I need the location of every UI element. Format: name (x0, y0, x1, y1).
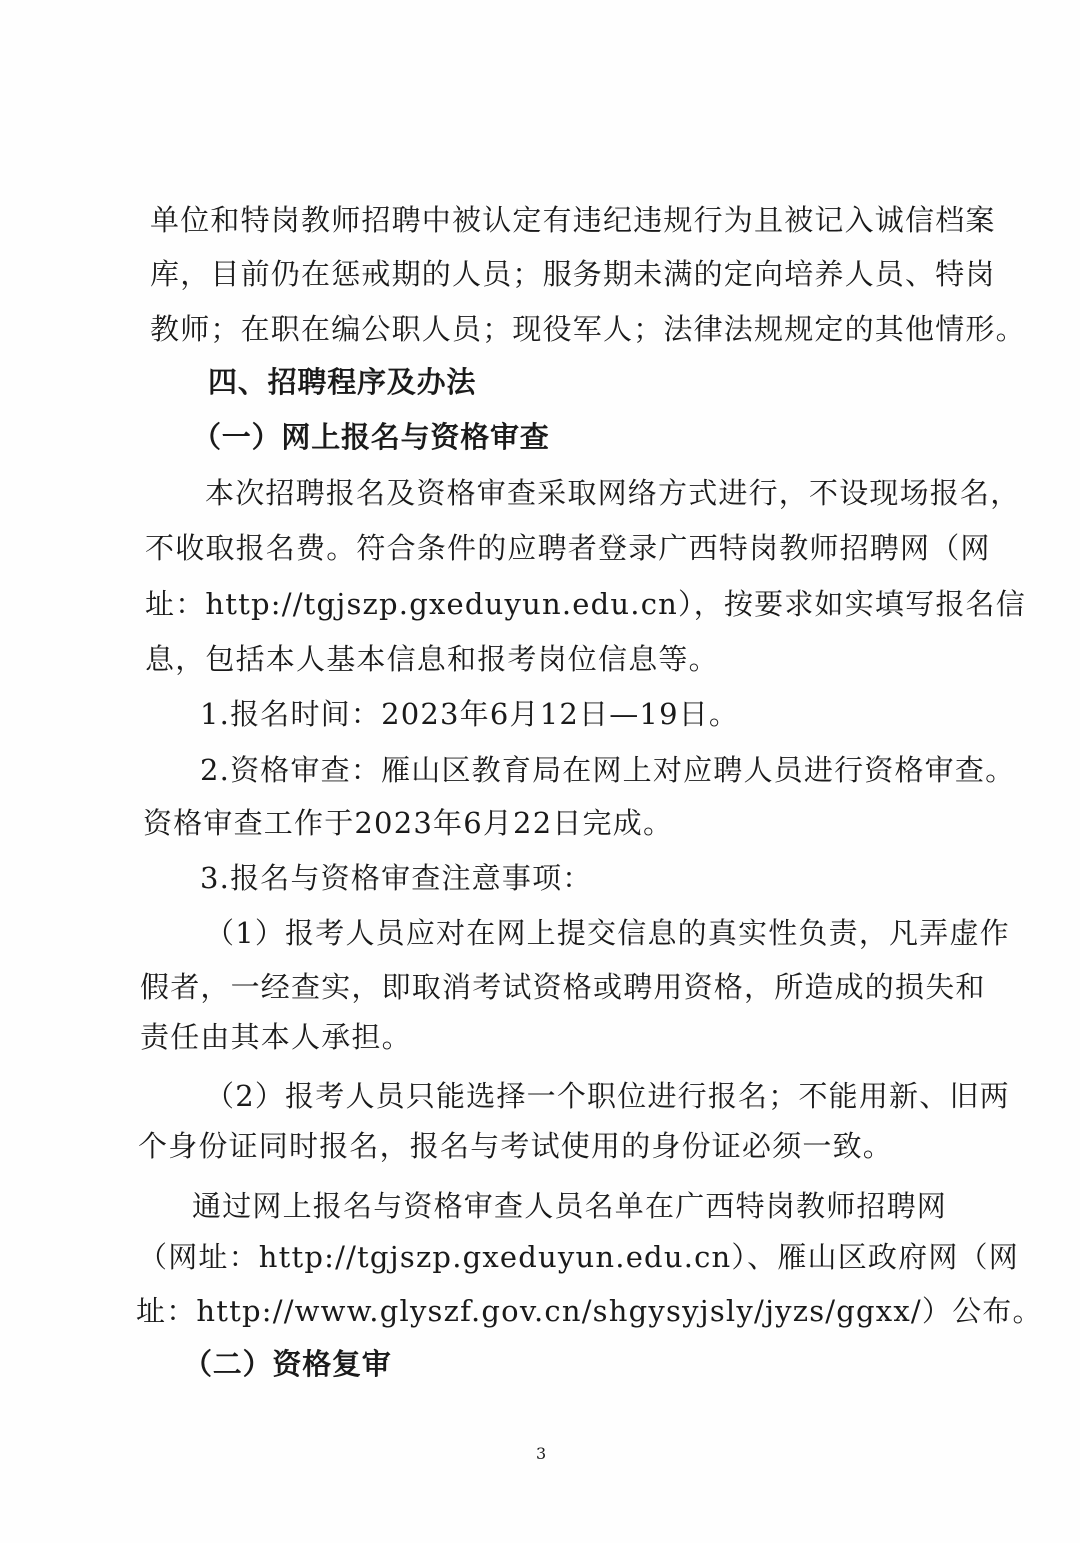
paragraph-line: 址：http://tgjszp.gxeduyun.edu.cn），按要求如实填写报名信 (145, 587, 1026, 621)
paragraph-line: （网址：http://tgjszp.gxeduyun.edu.cn）、雁山区政府网（网 (138, 1240, 1019, 1274)
list-item: 3.报名与资格审查注意事项： (200, 861, 593, 895)
paragraph-line: 假者，一经查实，即取消考试资格或聘用资格，所造成的损失和 (140, 970, 986, 1004)
sub-list-item: （2）报考人员只能选择一个职位进行报名；不能用新、旧两 (205, 1079, 1010, 1113)
paragraph-line: 息，包括本人基本信息和报考岗位信息等。 (145, 642, 719, 676)
list-item: 2.资格审查：雁山区教育局在网上对应聘人员进行资格审查。 (200, 753, 1016, 787)
paragraph-line: 责任由其本人承担。 (140, 1020, 412, 1054)
page-number: 3 (536, 1444, 547, 1463)
paragraph-line: 单位和特岗教师招聘中被认定有违纪违规行为且被记入诚信档案 (150, 203, 996, 237)
section-heading: 四、招聘程序及办法 (208, 365, 477, 399)
paragraph-line: 址：http://www.glyszf.gov.cn/shgysyjsly/jyzs/ggxx/）公布。 (136, 1294, 1043, 1328)
sub-list-item: （1）报考人员应对在网上提交信息的真实性负责，凡弄虚作 (205, 916, 1010, 950)
list-item: 1.报名时间：2023年6月12日—19日。 (200, 697, 740, 731)
subsection-heading: （一）网上报名与资格审查 (192, 420, 550, 454)
paragraph-line: 通过网上报名与资格审查人员名单在广西特岗教师招聘网 (192, 1189, 948, 1223)
paragraph-line: 资格审查工作于2023年6月22日完成。 (143, 806, 674, 840)
paragraph-line: 教师；在职在编公职人员；现役军人；法律法规规定的其他情形。 (150, 312, 1026, 346)
paragraph-line: 本次招聘报名及资格审查采取网络方式进行，不设现场报名， (205, 476, 1021, 510)
paragraph-line: 个身份证同时报名，报名与考试使用的身份证必须一致。 (138, 1129, 894, 1163)
paragraph-line: 库，目前仍在惩戒期的人员；服务期未满的定向培养人员、特岗 (150, 257, 996, 291)
paragraph-line: 不收取报名费。符合条件的应聘者登录广西特岗教师招聘网（网 (145, 531, 991, 565)
subsection-heading: （二）资格复审 (183, 1347, 392, 1381)
